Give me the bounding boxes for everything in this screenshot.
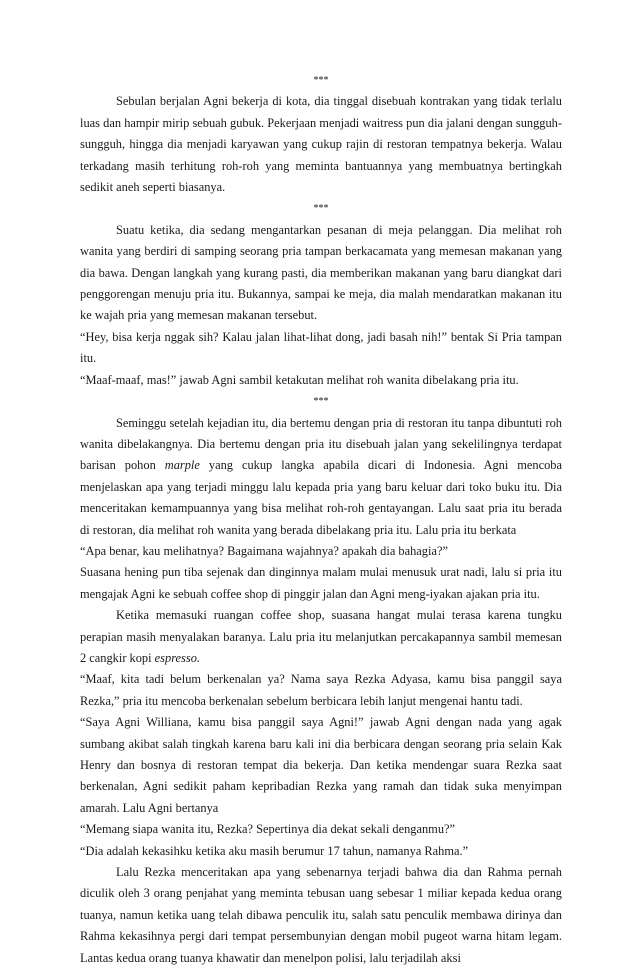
paragraph: Sebulan berjalan Agni bekerja di kota, dia tinggal disebuah kontrakan yang tidak terlalu luas dan hampir mirip sebuah gubuk. Pekerjaan menjadi waitress pun dia jalani dengan sungguh-sungguh, hingga dia menjadi karyawan yang cukup rajin di restoran tempatnya bekerja. Walau terkadang masih terhitung roh-roh yang meminta bantuannya yang membuatnya bertingkah sedikit aneh seperti biasanya.: [80, 94, 562, 195]
italic-term: marple: [164, 458, 200, 473]
paragraph: [80, 413, 562, 541]
document-page: [80, 70, 562, 969]
paragraph: [80, 605, 562, 669]
dialogue-paragraph: “Dia adalah kekasihku ketika aku masih berumur 17 tahun, namanya Rahma.”: [80, 843, 469, 858]
section-separator: ***: [313, 203, 329, 215]
dialogue-paragraph: “Maaf-maaf, mas!” jawab Agni sambil ketakutan melihat roh wanita dibelakang pria itu.: [80, 372, 519, 387]
section-separator: ***: [313, 75, 329, 86]
dialogue-paragraph: “Memang siapa wanita itu, Rezka? Sepertinya dia dekat sekali denganmu?”: [80, 822, 456, 837]
dialogue-paragraph: “Maaf, kita tadi belum berkenalan ya? Nama saya Rezka Adyasa, kamu bisa panggil saya Rezka,” pria itu mencoba berkenalan sebelum berbicara lebih lanjut mengenai hantu tadi.: [80, 672, 562, 708]
paragraph-text: Seminggu setelah kejadian itu, dia bertemu dengan pria di restoran itu tanpa dibuntuti roh wanita dibelakangnya. Dia bertemu dengan pria itu disebuah jalan yang sekelilingnya terdapat barisan pohon: [80, 415, 562, 473]
italic-term: espresso.: [154, 650, 200, 665]
dialogue-paragraph: “Saya Agni Williana, kamu bisa panggil saya Agni!” jawab Agni dengan nada yang agak sumbang akibat salah tingkah karena baru kali ini dia berbicara dengan seorang pria selain Kak Henry dan bosnya di restoran tempat dia bekerja. Dan ketika mendengar suara Rezka saat berkenalan, Agni sedikit paham kepribadian Rezka yang ramah dan tidak suka menyimpan amarah. Lalu Agni bertanya: [80, 715, 562, 815]
paragraph: Suasana hening pun tiba sejenak dan dinginnya malam mulai menusuk urat nadi, lalu si pria itu mengajak Agni ke sebuah coffee shop di pinggir jalan dan Agni meng-iyakan ajakan pria itu.: [80, 565, 562, 601]
paragraph: Suatu ketika, dia sedang mengantarkan pesanan di meja pelanggan. Dia melihat roh wanita yang berdiri di samping seorang pria tampan berkacamata yang memesan makanan yang dia bawa. Dengan langkah yang kurang pasti, dia memberikan makanan yang baru diangkat dari penggorengan menuju pria itu. Bukannya, sampai ke meja, dia malah mendaratkan makanan itu ke wajah pria yang memesan makanan tersebut.: [80, 222, 562, 323]
dialogue-paragraph: “Hey, bisa kerja nggak sih? Kalau jalan lihat-lihat dong, jadi basah nih!” bentak Si Pria tampan itu.: [80, 329, 562, 366]
dialogue-paragraph: “Apa benar, kau melihatnya? Bagaimana wajahnya? apakah dia bahagia?”: [80, 543, 448, 558]
section-separator: ***: [313, 396, 329, 408]
paragraph-text: Ketika memasuki ruangan coffee shop, suasana hangat mulai terasa karena tungku perapian masih menyalakan baranya. Lalu pria itu melanjutkan percakapannya sambil memesan 2 cangkir kopi: [80, 608, 562, 665]
paragraph: Lalu Rezka menceritakan apa yang sebenarnya terjadi bahwa dia dan Rahma pernah diculik oleh 3 orang penjahat yang meminta tebusan uang sebesar 1 miliar kepada kedua orang tuanya, namun ketika uang telah dibawa penculik itu, salah satu penculik membawa dirinya dan Rahma kekasihnya pergi dari tempat persembunyian dengan mobil pugeot warna hitam legam. Lantas kedua orang tuanya khawatir dan menelpon polisi, lalu terjadilah aksi: [80, 865, 562, 965]
paragraph-text: yang cukup langka apabila dicari di Indonesia. Agni mencoba menjelaskan apa yang terjadi minggu lalu kepada pria yang baru keluar dari toko buku itu. Dia menceritakan kemampuannya yang bisa melihat roh-roh gentayangan. Lalu saat pria itu berada di restoran, dia melihat roh wanita yang berada dibelakang pria itu. Lalu pria itu berkata: [80, 458, 562, 537]
